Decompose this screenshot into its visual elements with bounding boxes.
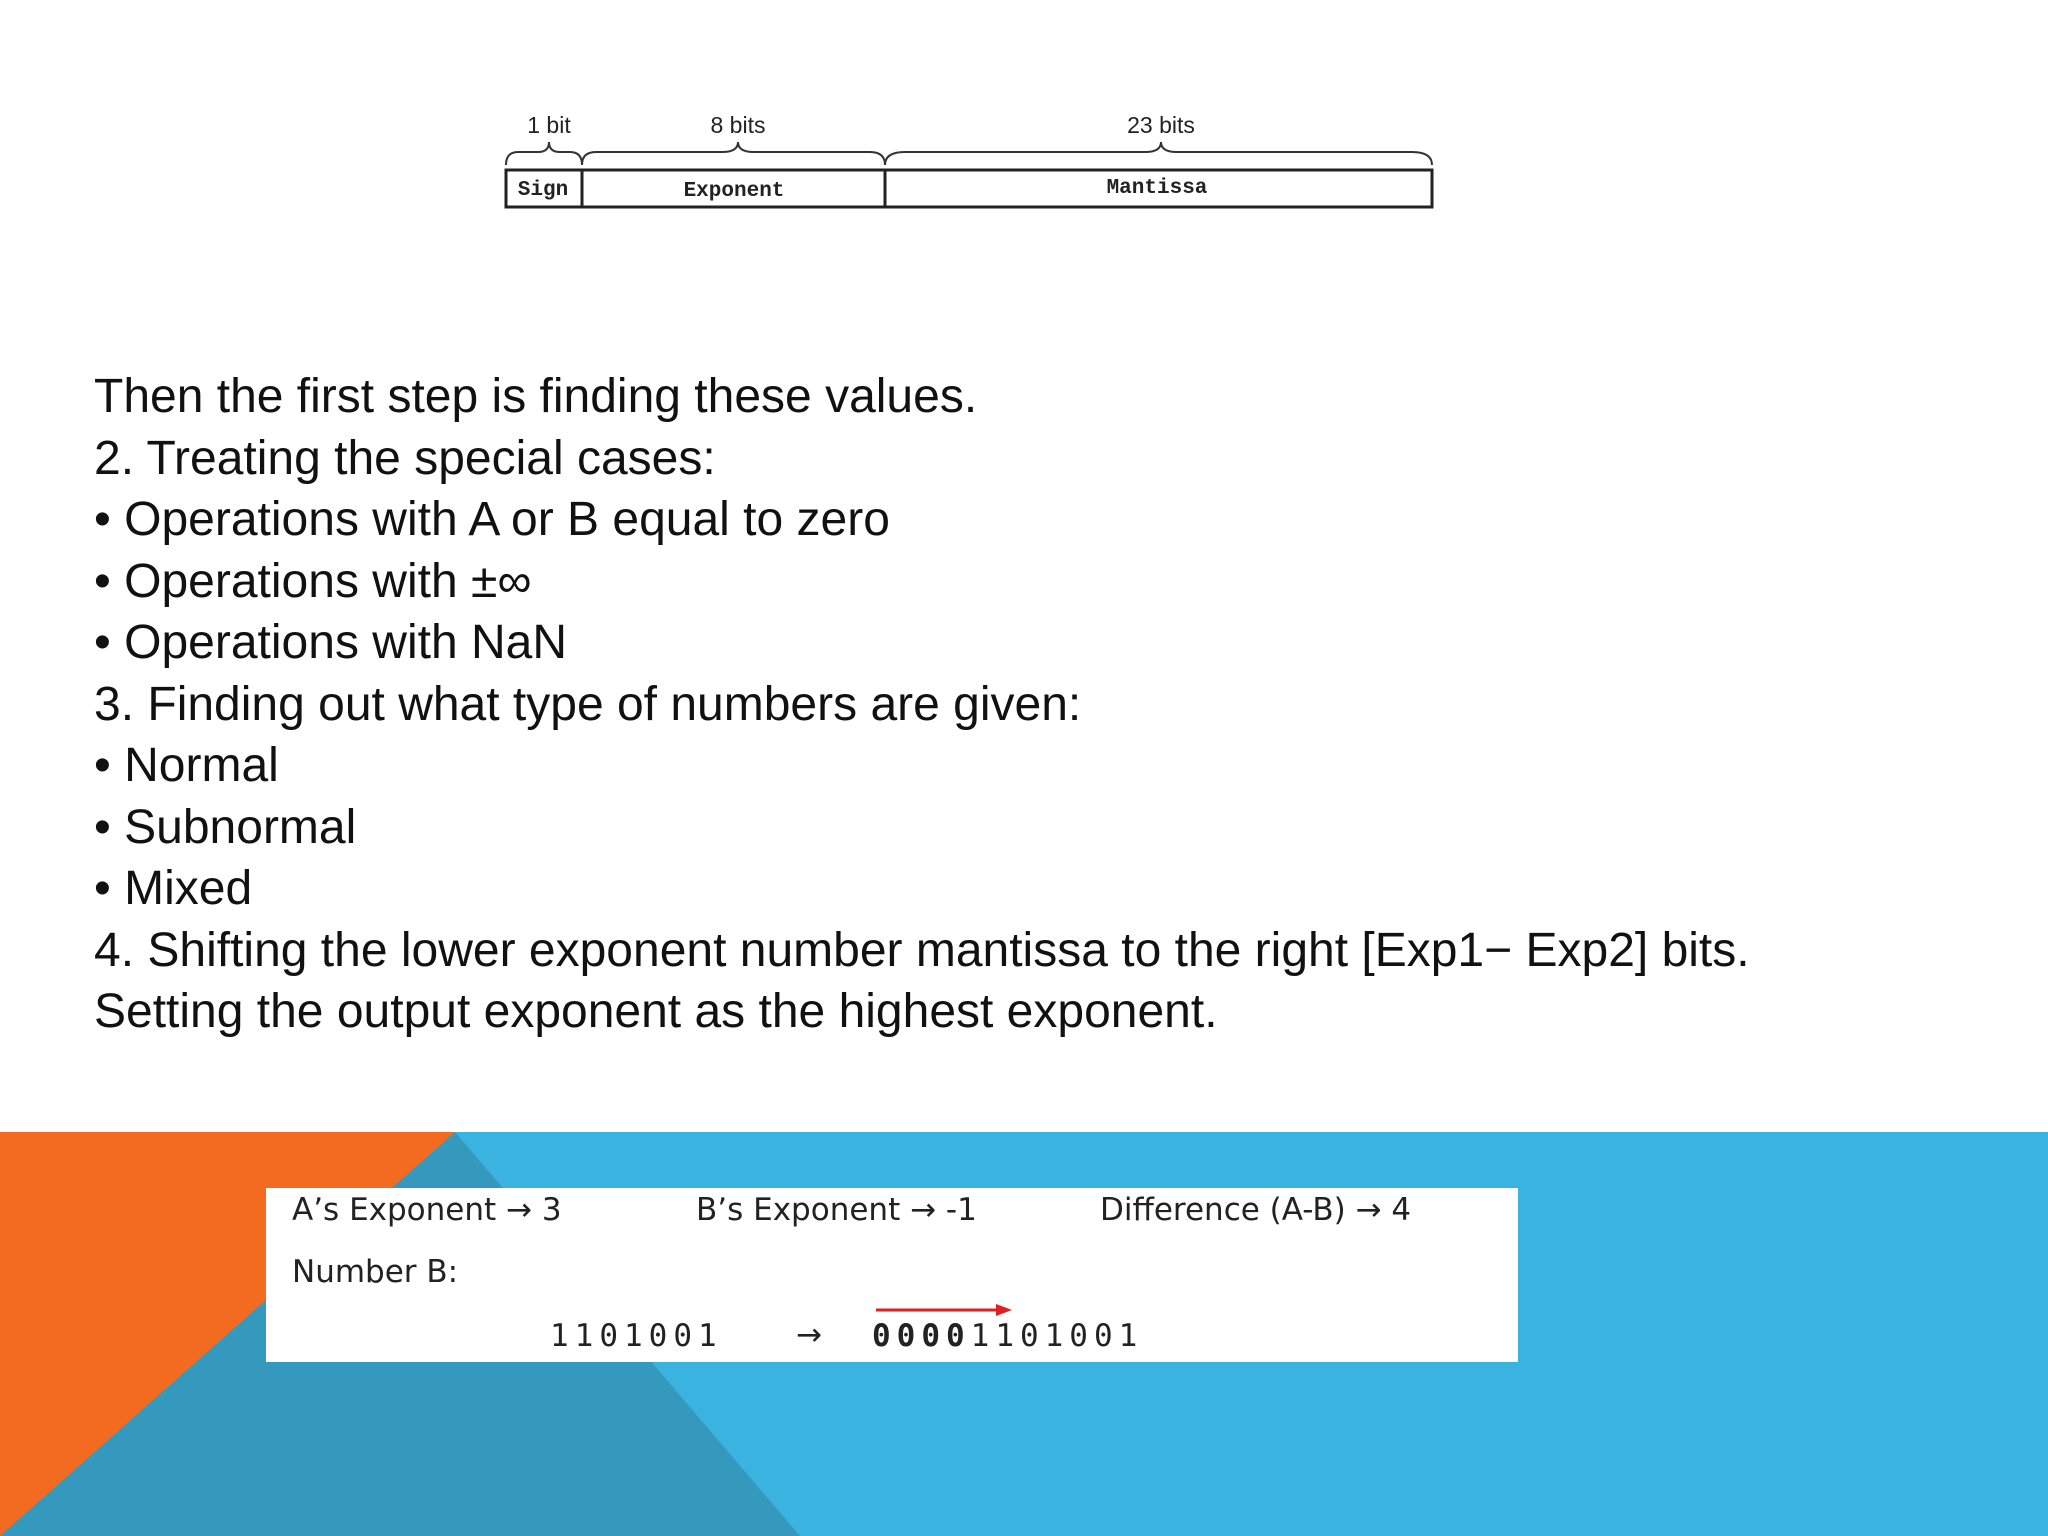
body-line: Setting the output exponent as the highest exponent.	[94, 985, 1218, 1038]
exponent-brace	[582, 142, 885, 165]
body-line: • Operations with NaN	[94, 616, 567, 669]
mantissa-size-label: 23 bits	[1127, 112, 1195, 138]
body-line: Then the first step is finding these values.	[94, 370, 978, 423]
body-line: • Subnormal	[94, 800, 357, 854]
body-line: 3. Finding out what type of numbers are given:	[94, 677, 1082, 731]
body-line: • Mixed	[94, 862, 253, 915]
mantissa-brace	[885, 142, 1432, 165]
shifted-original-bits: 1101001	[970, 1318, 1144, 1354]
body-line: • Operations with ±∞	[94, 554, 532, 608]
sign-field-label: Sign	[517, 179, 569, 202]
exponent-field-label: Exponent	[683, 180, 785, 203]
shift-arrow-icon: →	[796, 1317, 822, 1353]
body-line: • Normal	[94, 739, 279, 792]
body-line: • Operations with A or B equal to zero	[94, 493, 890, 546]
exponent-shift-example	[266, 1188, 1518, 1362]
difference-text: Difference (A-B) → 4	[1100, 1192, 1412, 1228]
inserted-zeros: 0000	[872, 1318, 971, 1354]
right-shift-arrow-icon	[874, 1300, 1014, 1320]
sign-size-label: 1 bit	[527, 112, 571, 138]
a-exponent-text: A’s Exponent → 3	[292, 1192, 562, 1228]
sign-brace	[506, 142, 582, 165]
original-bits: 1101001	[550, 1318, 723, 1354]
mantissa-field-label: Mantissa	[1106, 177, 1208, 200]
slide-body-text	[94, 366, 1750, 1043]
shifted-bits	[872, 1318, 1143, 1354]
number-b-label: Number B:	[292, 1254, 459, 1290]
exponent-size-label: 8 bits	[710, 112, 766, 138]
float-bit-layout-diagram	[0, 0, 2048, 230]
body-line: 4. Shifting the lower exponent number mantissa to the right [Exp1− Exp2] bits.	[94, 923, 1750, 977]
b-exponent-text: B’s Exponent → -1	[696, 1192, 977, 1228]
body-line: 2. Treating the special cases:	[94, 431, 716, 485]
